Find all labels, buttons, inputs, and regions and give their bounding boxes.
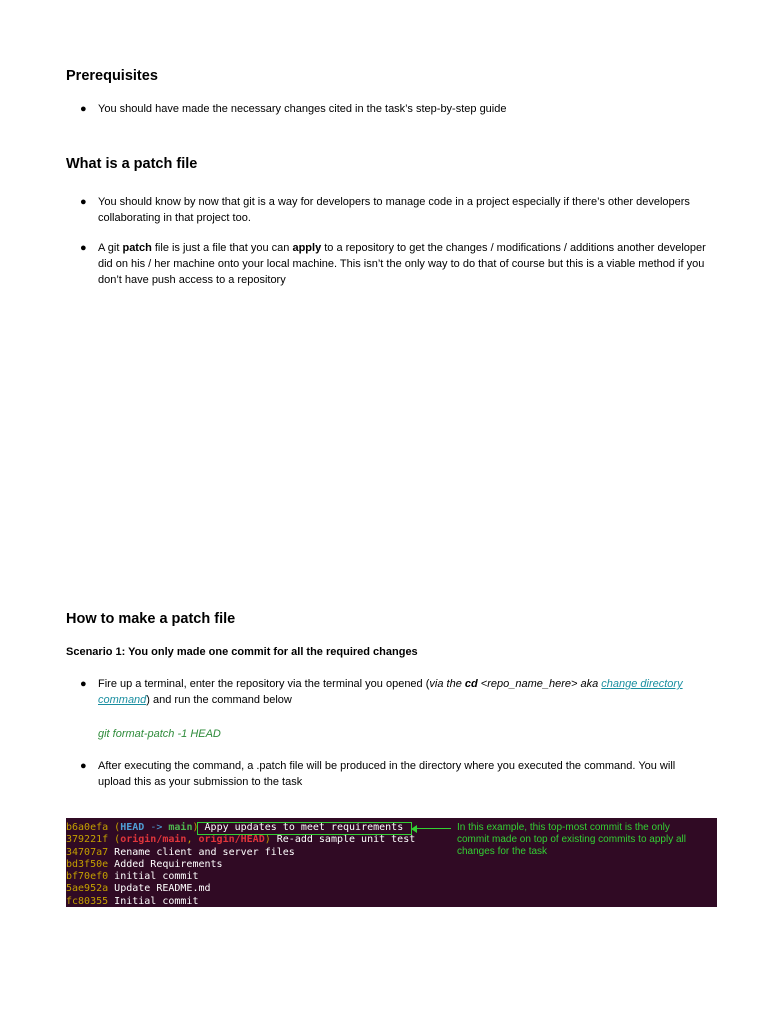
how-to-heading: How to make a patch file <box>66 611 236 627</box>
bullet-dot-icon: ● <box>80 678 87 690</box>
terminal-line: 34707a7 Rename client and server files <box>66 847 295 858</box>
scenario-heading: Scenario 1: You only made one commit for all the required changes <box>66 646 418 658</box>
terminal-screenshot <box>66 818 717 907</box>
patch-term: patch <box>122 242 152 254</box>
bullet-text: A git patch file is just a file that you can apply to a repository to get the changes / modifications / additions another developer did on his / her machine onto your local machine. This isn’t the only way to do that of course but this is a viable method if you don’t have push access to a repository <box>98 242 706 286</box>
bullet-dot-icon: ● <box>80 196 87 208</box>
cd-term: cd <box>464 678 478 690</box>
apply-term: apply <box>292 242 322 254</box>
annotation-arrow-line <box>413 828 451 829</box>
terminal-line: bd3f50e Added Requirements <box>66 859 223 870</box>
bullet-dot-icon: ● <box>80 760 87 772</box>
git-command: git format-patch -1 HEAD <box>98 728 221 740</box>
bullet-text: You should know by now that git is a way for developers to manage code in a project especially if there’s other developers collaborating in that project too. <box>98 196 690 224</box>
terminal-line: 5ae952a Update README.md <box>66 883 211 894</box>
what-is-bullet-2 <box>80 240 710 288</box>
annotation-note: In this example, this top-most commit is the only commit made on top of existing commits to apply all changes for the task <box>457 822 686 857</box>
terminal-line: 379221f (origin/main, origin/HEAD) Re-add sample unit test <box>66 834 416 845</box>
bullet-dot-icon: ● <box>80 242 87 254</box>
annotation-arrow-icon <box>411 825 417 833</box>
bullet-text: After executing the command, a .patch file will be produced in the directory where you executed the command. You will upload this as your submission to the task <box>98 760 676 788</box>
prerequisites-heading: Prerequisites <box>66 68 158 84</box>
how-to-bullet-1 <box>80 676 710 708</box>
bullet-dot-icon: ● <box>80 103 87 115</box>
prerequisites-bullet <box>80 101 710 117</box>
bullet-text: You should have made the necessary changes cited in the task’s step-by-step guide <box>98 103 507 115</box>
terminal-line: bf70ef0 initial commit <box>66 871 199 882</box>
bullet-text: Fire up a terminal, enter the repository via the terminal you opened (via the cd <repo_name_here> aka change directory command) and run the command below <box>98 678 683 706</box>
what-is-heading: What is a patch file <box>66 156 198 172</box>
what-is-bullet-1 <box>80 194 710 226</box>
commit-highlight-box <box>197 822 412 835</box>
terminal-line: fc80355 Initial commit <box>66 896 199 907</box>
change-directory-link[interactable]: change directory command <box>98 678 683 706</box>
terminal-line: b6a0efa (HEAD -> main) Appy updates to meet requirements <box>66 822 404 833</box>
how-to-bullet-2 <box>80 758 710 790</box>
